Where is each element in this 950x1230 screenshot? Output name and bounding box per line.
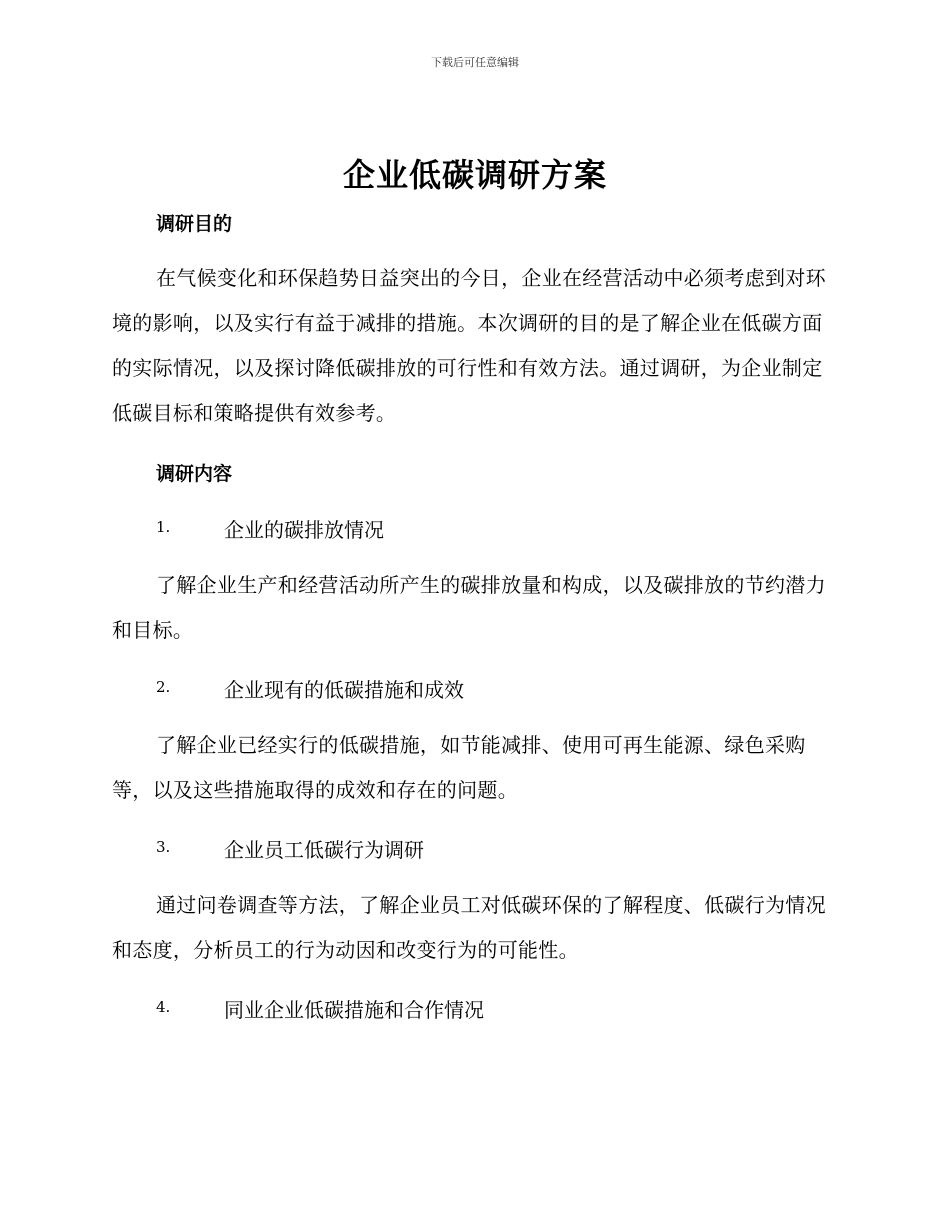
section-heading-purpose: 调研目的 xyxy=(156,213,233,235)
item-label: 企业的碳排放情况 xyxy=(224,518,384,542)
item-label: 同业企业低碳措施和合作情况 xyxy=(224,998,484,1022)
content-item-1-description: 了解企业生产和经营活动所产生的碳排放量和构成，以及碳排放的节约潜力和目标。 xyxy=(112,573,826,642)
item-number: 2. xyxy=(156,678,171,696)
purpose-paragraph: 在气候变化和环保趋势日益突出的今日，企业在经营活动中必须考虑到对环境的影响，以及实行有益于减排的措施。本次调研的目的是了解企业在低碳方面的实际情况，以及探讨降低碳排放的可行性和有效方法。通过调研，为企业制定低碳目标和策略提供有效参考。 xyxy=(112,266,826,425)
item-label: 企业员工低碳行为调研 xyxy=(224,838,424,862)
document-title: 企业低碳调研方案 xyxy=(342,156,607,194)
content-item-3-description: 通过问卷调查等方法，了解企业员工对低碳环保的了解程度、低碳行为情况和态度，分析员工的行为动因和改变行为的可能性。 xyxy=(112,893,826,962)
content-item-2-description: 了解企业已经实行的低碳措施，如节能减排、使用可再生能源、绿色采购等，以及这些措施取得的成效和存在的问题。 xyxy=(112,733,806,802)
section-heading-content: 调研内容 xyxy=(156,463,233,485)
item-number: 3. xyxy=(156,838,171,856)
item-label: 企业现有的低碳措施和成效 xyxy=(224,678,464,702)
header-note: 下载后可任意编辑 xyxy=(431,56,519,69)
item-number: 4. xyxy=(156,998,171,1016)
item-number: 1. xyxy=(156,518,171,536)
